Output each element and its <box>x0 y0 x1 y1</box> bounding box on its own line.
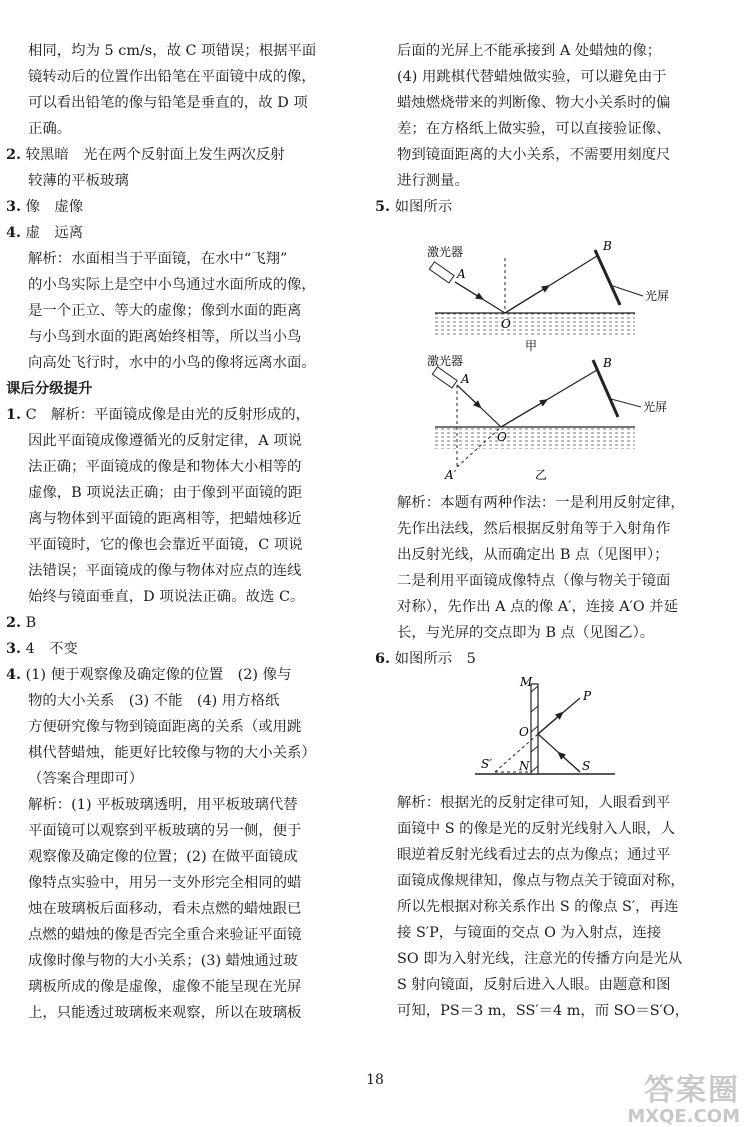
page-number: 18 <box>366 1072 384 1088</box>
point-o-label: O <box>501 317 511 331</box>
answer-text: C 解析：平面镜成像是由光的反射形成的， <box>25 407 311 423</box>
answer-text: B <box>25 615 37 631</box>
text-line: 正确。 <box>28 121 72 137</box>
screen-leader <box>613 286 643 296</box>
text-line: 二是利用平面镜成像特点（像与物关于镜面 <box>397 573 671 589</box>
laser-label: 激光器 <box>427 355 464 368</box>
screen-label: 光屏 <box>645 289 670 303</box>
text-line: 的小鸟实际上是空中小鸟通过水面所成的像， <box>28 277 316 293</box>
text-line: 可知，PS＝3 m，SS′＝4 m，而 SO＝S′O， <box>397 1003 690 1019</box>
figure-yi <box>375 355 735 490</box>
text-line: 物到镜面距离的大小关系，不需要用刻度尺 <box>397 147 671 163</box>
text-line: 差；在方格纸上做实验，可以直接验证像、 <box>397 121 671 137</box>
text-line: 面镜成像规律知，像点与物点关于镜面对称， <box>397 873 685 889</box>
watermark-logo <box>627 1075 740 1127</box>
answer-3 <box>6 194 350 220</box>
text-line: 解析：水面相当于平面镜，在水中“飞翔” <box>28 251 288 267</box>
answer-s4 <box>6 662 350 688</box>
answer-s1 <box>6 402 350 428</box>
laser-label: 激光器 <box>427 245 464 259</box>
text-line: 解析：本题有两种作法：一是利用反射定律， <box>397 495 685 511</box>
text-line: 解析：(1) 平板玻璃透明，用平板玻璃代替 <box>28 797 298 813</box>
answer-text: 如图所示 <box>394 199 453 215</box>
text-line: 对称），先作出 A 点的像 A′，连接 A′O 并延 <box>397 599 679 615</box>
text-line: 烛在玻璃板后面移动，看未点燃的蜡烛跟已 <box>28 901 302 917</box>
reflected-ray-arrow <box>538 714 561 734</box>
text-line: 璃板所成的像是虚像，虚像不能呈现在光屏 <box>28 979 302 995</box>
answer-s2 <box>6 610 350 636</box>
answer-4 <box>6 220 350 246</box>
water-surface <box>435 313 635 335</box>
question-number: 1. <box>6 406 22 423</box>
text-line: 物的大小关系 (3) 不能 (4) 用方格纸 <box>28 693 280 709</box>
screen-leader <box>611 399 641 407</box>
text-line: 离与物体到平面镜的距离相等，把蜡烛移近 <box>28 511 302 527</box>
section-heading: 课后分级提升 <box>6 380 93 397</box>
answer-text: 如图所示 5 <box>394 651 476 667</box>
point-b-label: B <box>603 239 612 253</box>
question-number: 5. <box>375 198 391 215</box>
text-line: 上，只能透过玻璃板来观察，所以在玻璃板 <box>28 1005 302 1021</box>
text-line: 面镜中 S 的像是光的反射光线射入人眼，人 <box>397 821 676 837</box>
question-number: 3. <box>6 640 22 657</box>
watermark-url: MXQE.COM <box>627 1106 740 1127</box>
watermark-text: 答案圈 <box>644 1073 740 1108</box>
incident-ray-arrow <box>457 385 479 406</box>
figure-mirror <box>375 672 735 790</box>
text-line: 先作出法线，然后根据反射角等于入射角作 <box>397 521 671 537</box>
text-line: (4) 用跳棋代替蜡烛做实验，可以避免由于 <box>397 69 667 85</box>
question-number: 2. <box>6 146 22 163</box>
text-line: 后面的光屏上不能承接到 A 处蜡烛的像； <box>397 43 662 59</box>
left-column <box>6 38 350 1026</box>
text-line: 法正确；平面镜成的像是和物体大小相等的 <box>28 459 302 475</box>
screen-line <box>595 250 620 305</box>
text-line: 像特点实验中，用另一支外形完全相同的蜡 <box>28 875 302 891</box>
text-line: 所以先根据对称关系作出 S 的像点 S′，再连 <box>397 899 679 915</box>
text-line: 始终与镜面垂直，D 项说法正确。故选 C。 <box>28 589 305 605</box>
laser-icon <box>432 367 457 388</box>
question-number: 4. <box>6 666 22 683</box>
question-number: 6. <box>375 650 391 667</box>
answer-text: (1) 便于观察像及确定像的位置 (2) 像与 <box>25 667 292 683</box>
text-line: 观察像及确定像的位置；(2) 在做平面镜成 <box>28 849 298 865</box>
question-number: 4. <box>6 224 22 241</box>
text-line: 因此平面镜成像遵循光的反射定律，A 项说 <box>28 433 302 449</box>
text-line: 眼逆着反射光线看过去的点为像点；通过平 <box>397 847 671 863</box>
answer-2 <box>6 142 350 168</box>
point-p-label: P <box>583 689 592 703</box>
answer-text: 像 虚像 <box>25 199 84 215</box>
screen-label: 光屏 <box>643 400 668 414</box>
water-surface <box>435 427 635 449</box>
point-b-label: B <box>603 356 612 370</box>
text-line: 与小鸟到水面的距离始终相等，所以当小鸟 <box>28 329 302 345</box>
answer-text: 较黑暗 光在两个反射面上发生两次反射 <box>25 147 285 163</box>
figure-jia <box>375 220 735 355</box>
text-line: 接 S′P，与镜面的交点 O 为入射点，连接 <box>397 925 662 941</box>
laser-icon <box>429 262 454 283</box>
point-o-label: O <box>519 725 529 739</box>
text-line: （答案合理即可） <box>28 771 144 787</box>
text-line: 点燃的蜡烛的像是否完全重合来验证平面镜 <box>28 927 302 943</box>
answer-s3 <box>6 636 350 662</box>
text-line: 蜡烛燃烧带来的判断像、物大小关系时的偏 <box>397 95 671 111</box>
text-line: 较薄的平板玻璃 <box>28 173 129 189</box>
point-s-prime-label: S′ <box>481 757 492 771</box>
text-line: 成像时像与物的大小关系；(3) 蜡烛通过玻 <box>28 953 298 969</box>
answer-5 <box>375 194 735 220</box>
text-line: 棋代替蜡烛，能更好比较像与物的大小关系） <box>28 745 316 761</box>
answer-text: 4 不变 <box>25 641 78 657</box>
point-n-label: N <box>519 759 530 773</box>
text-line: 可以看出铅笔的像与铅笔是垂直的，故 D 项 <box>28 95 308 111</box>
text-line: 虚像，B 项说法正确；由于像到平面镜的距 <box>28 485 303 501</box>
point-o-label: O <box>497 430 507 444</box>
question-number: 2. <box>6 614 22 631</box>
text-line: 进行测量。 <box>397 173 469 189</box>
text-line: 法错误；平面镜成的像与物体对应点的连线 <box>28 563 302 579</box>
reflected-ray-arrow <box>505 287 547 313</box>
question-number: 3. <box>6 198 22 215</box>
figure-caption: 乙 <box>535 468 548 482</box>
point-a-label: A <box>457 267 466 281</box>
incident-ray-arrow <box>560 754 580 772</box>
text-line: 是一个正立、等大的虚像；像到水面的距离 <box>28 303 302 319</box>
incident-ray-arrow <box>455 282 481 298</box>
text-line: 平面镜可以观察到平板玻璃的另一侧，便于 <box>28 823 302 839</box>
text-line: 方便研究像与物到镜面距离的关系（或用跳 <box>28 719 302 735</box>
answer-6 <box>375 646 735 672</box>
text-line: 平面镜时，它的像也会靠近平面镜，C 项说 <box>28 537 303 553</box>
text-line: 长，与光屏的交点即为 B 点（见图乙）。 <box>397 625 655 641</box>
right-column <box>375 38 735 1024</box>
text-line: 出反射光线，从而确定出 B 点（见图甲）； <box>397 547 669 563</box>
text-line: 向高处飞行时，水中的小鸟的像将远离水面。 <box>28 355 316 371</box>
point-s-label: S <box>582 759 591 773</box>
point-m-label: M <box>520 675 533 689</box>
point-a-prime-label: A′ <box>445 468 457 482</box>
figure-caption: 甲 <box>525 339 538 353</box>
reflected-ray-arrow <box>501 401 545 427</box>
text-line: 镜转动后的位置作出铅笔在平面镜中成的像， <box>28 69 316 85</box>
text-line: 解析：根据光的反射定律可知，人眼看到平 <box>397 795 671 811</box>
text-line: 相同，均为 5 cm/s，故 C 项错误；根据平面 <box>28 43 317 59</box>
text-line: SO 即为入射光线，注意光的传播方向是光从 <box>397 951 683 967</box>
answer-text: 虚 远离 <box>25 225 84 241</box>
text-line: S 射向镜面，反射后进入人眼。由题意和图 <box>397 977 671 993</box>
point-a-label: A <box>461 372 470 386</box>
